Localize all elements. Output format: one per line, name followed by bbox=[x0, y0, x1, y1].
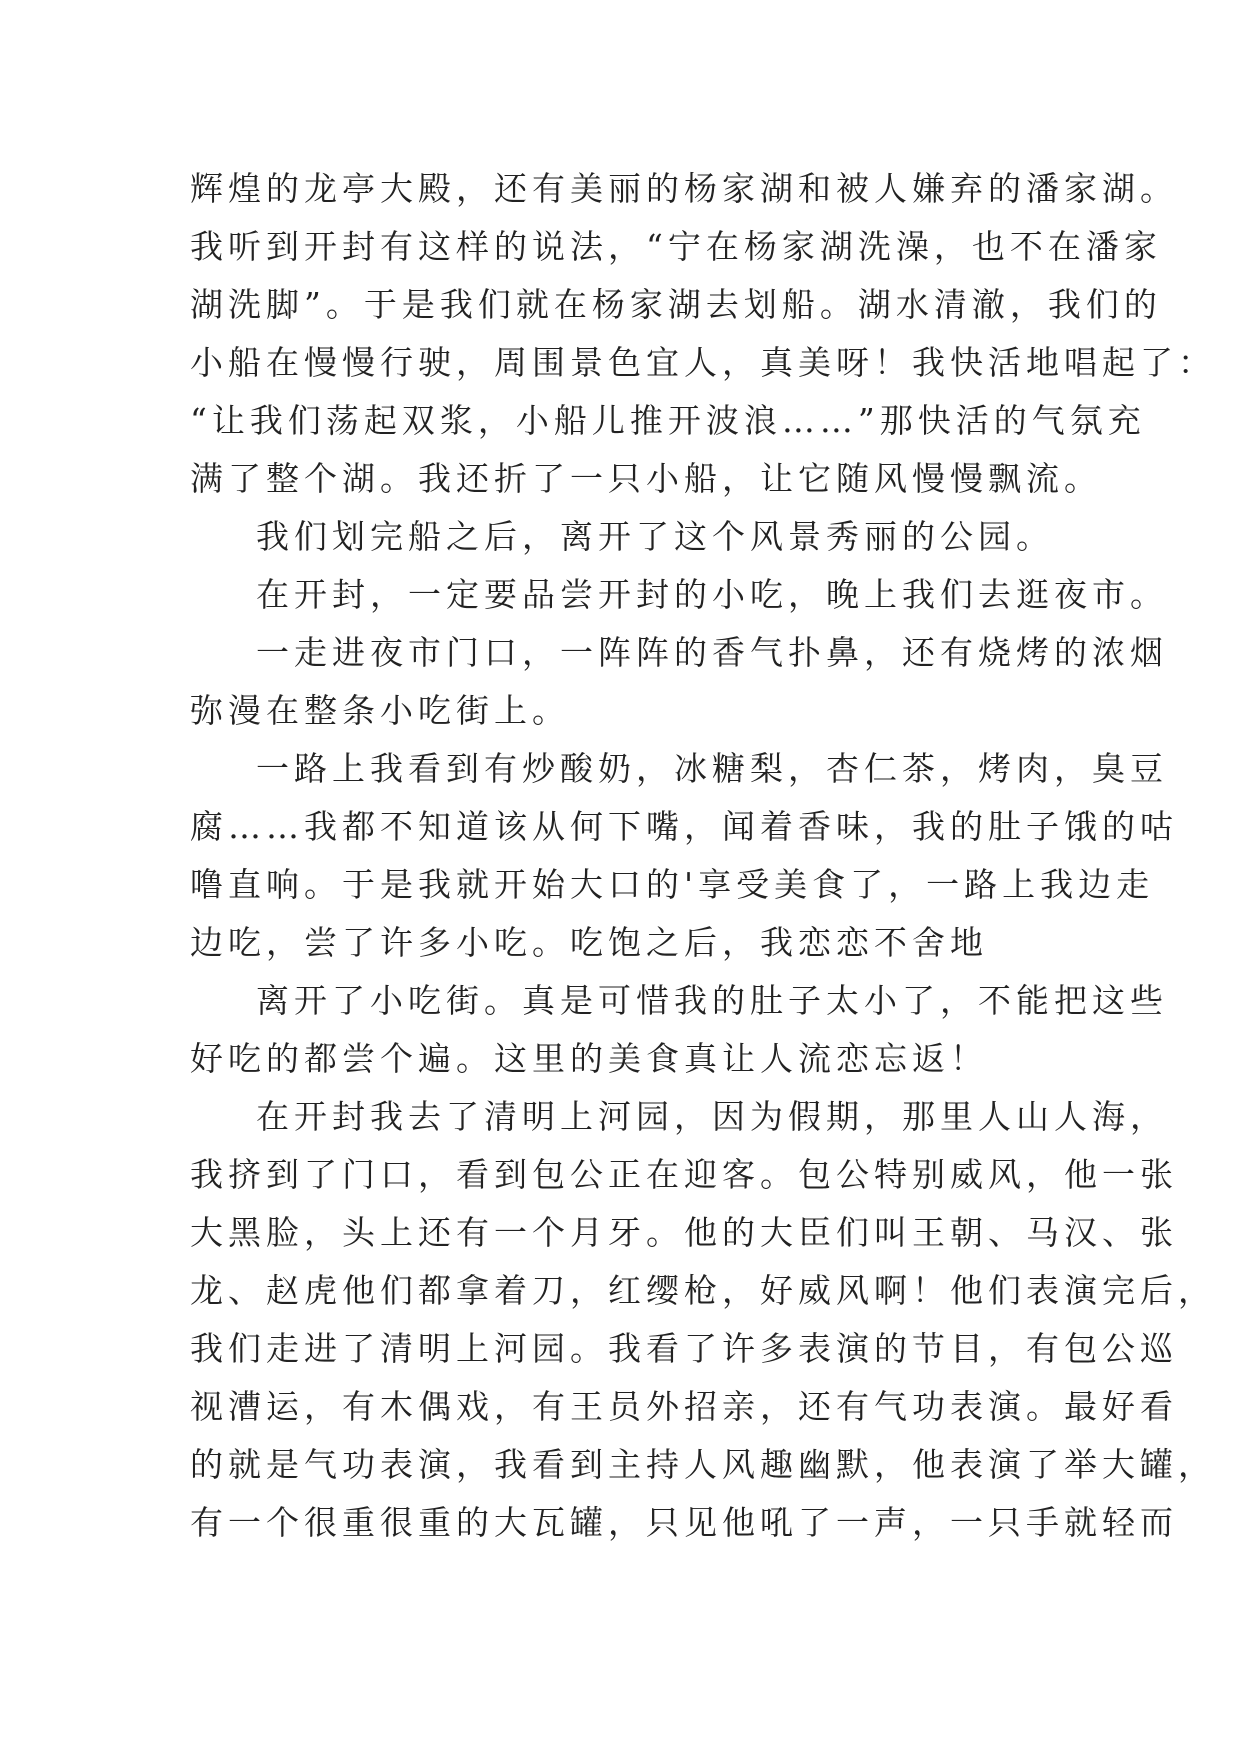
text-line: 在开封，一定要品尝开封的小吃，晚上我们去逛夜市。 bbox=[256, 575, 1168, 614]
text-line: 大黑脸，头上还有一个月牙。他的大臣们叫王朝、马汉、张 bbox=[190, 1213, 1178, 1252]
text-line: 龙、赵虎他们都拿着刀，红缨枪，好威风啊！他们表演完后， bbox=[190, 1271, 1216, 1310]
paragraph-night-market-intro bbox=[190, 566, 1168, 624]
paragraph-leave-snack-street bbox=[190, 972, 1168, 1088]
text-line: 有一个很重很重的大瓦罐，只见他吼了一声，一只手就轻而 bbox=[190, 1503, 1178, 1542]
text-line: 辉煌的龙亭大殿，还有美丽的杨家湖和被人嫌弃的潘家湖。 bbox=[190, 169, 1178, 208]
text-line: 小船在慢慢行驶，周围景色宜人，真美呀！我快活地唱起了： bbox=[190, 343, 1216, 382]
document-page bbox=[190, 160, 1216, 1552]
text-line: 腐……我都不知道该从何下嘴，闻着香味，我的肚子饿的咕 bbox=[190, 807, 1178, 846]
paragraph-leave-park bbox=[190, 508, 1070, 566]
text-line: 我听到开封有这样的说法，“宁在杨家湖洗澡，也不在潘家 bbox=[190, 227, 1162, 266]
paragraph-night-market-entrance bbox=[190, 624, 1168, 740]
text-line: 弥漫在整条小吃街上。 bbox=[190, 691, 570, 730]
text-line: 一路上我看到有炒酸奶，冰糖梨，杏仁茶，烤肉，臭豆 bbox=[256, 749, 1168, 788]
text-line: 视漕运，有木偶戏，有王员外招亲，还有气功表演。最好看 bbox=[190, 1387, 1178, 1426]
text-line: 一走进夜市门口，一阵阵的香气扑鼻，还有烧烤的浓烟 bbox=[256, 633, 1168, 672]
text-line: 湖洗脚”。于是我们就在杨家湖去划船。湖水清澈，我们的 bbox=[190, 285, 1162, 324]
paragraph-qingming-garden bbox=[190, 1088, 1216, 1552]
text-line: 噜直响。于是我就开始大口的'享受美食了，一路上我边走 bbox=[190, 865, 1155, 904]
text-line: 我们走进了清明上河园。我看了许多表演的节目，有包公巡 bbox=[190, 1329, 1178, 1368]
paragraph-dragon-pavilion-lakes bbox=[190, 160, 1216, 508]
text-line: 边吃，尝了许多小吃。吃饱之后，我恋恋不舍地 bbox=[190, 923, 988, 962]
text-line: 我挤到了门口，看到包公正在迎客。包公特别威风，他一张 bbox=[190, 1155, 1178, 1194]
text-line: 满了整个湖。我还折了一只小船，让它随风慢慢飘流。 bbox=[190, 459, 1102, 498]
text-line: 离开了小吃街。真是可惜我的肚子太小了，不能把这些 bbox=[256, 981, 1168, 1020]
text-line: 好吃的都尝个遍。这里的美食真让人流恋忘返！ bbox=[190, 1039, 988, 1078]
text-line: 在开封我去了清明上河园，因为假期，那里人山人海， bbox=[256, 1097, 1168, 1136]
text-line: 我们划完船之后，离开了这个风景秀丽的公园。 bbox=[256, 517, 1054, 556]
paragraph-snacks bbox=[190, 740, 1178, 972]
text-line: “让我们荡起双浆，小船儿推开波浪……”那快活的气氛充 bbox=[190, 401, 1146, 440]
text-line: 的就是气功表演，我看到主持人风趣幽默，他表演了举大罐， bbox=[190, 1445, 1216, 1484]
